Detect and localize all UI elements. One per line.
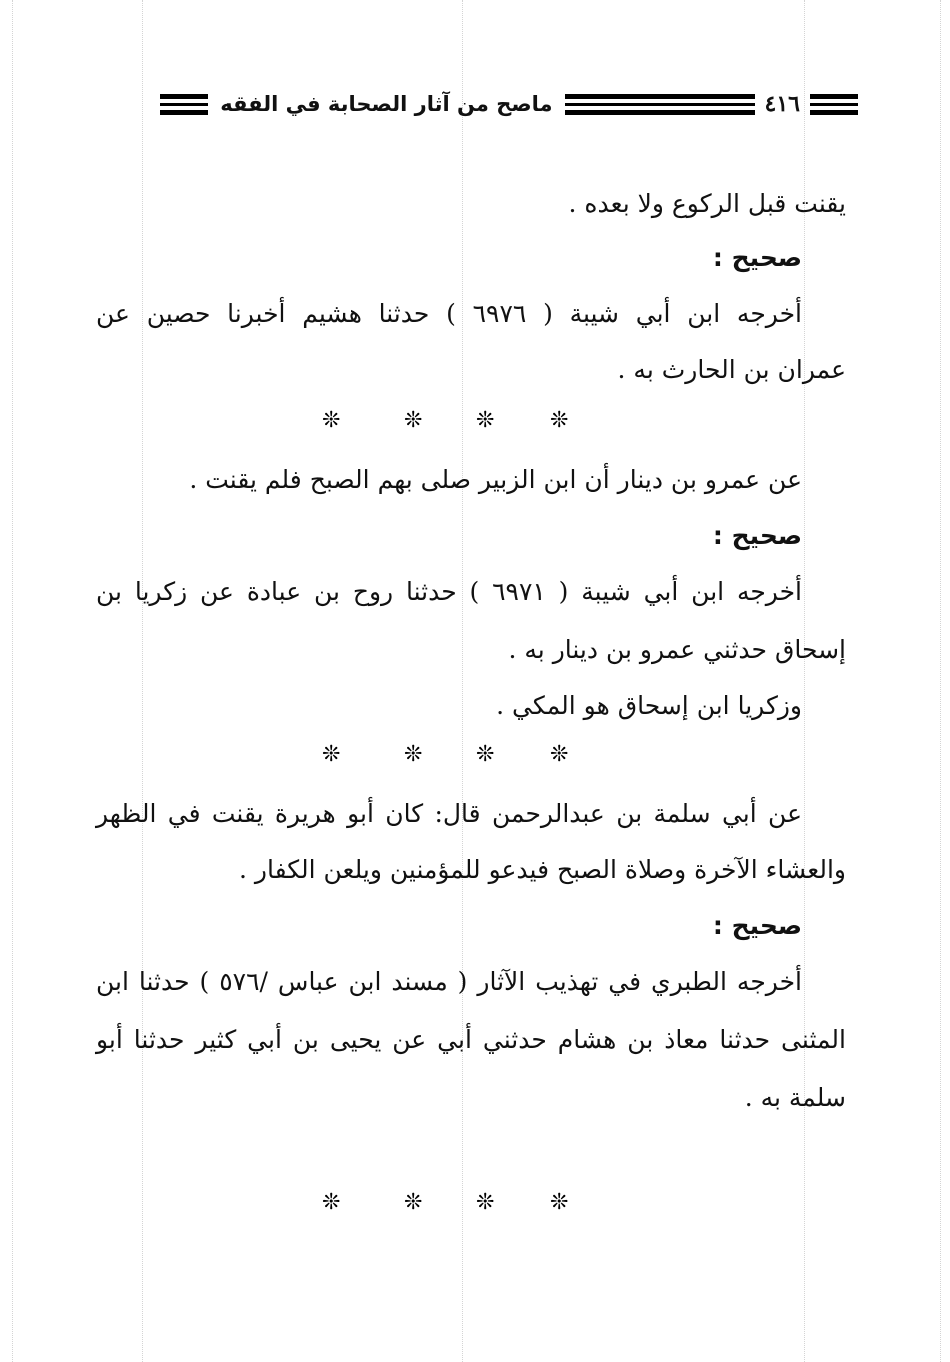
page-number: ٤١٦: [764, 91, 800, 117]
grading-heading: صحيح :: [712, 911, 802, 940]
text-line: عن عمرو بن دينار أن ابن الزبير صلى بهم الصبح فلم يقنت .: [189, 465, 802, 494]
running-title: ماصح من آثار الصحابة في الفقه: [220, 92, 553, 116]
flower-ornament-icon: ❊: [404, 408, 423, 433]
flower-ornament-icon: ❊: [476, 1190, 495, 1215]
source-line: سلمة به .: [744, 1083, 846, 1112]
source-line: أخرجه ابن أبي شيبة ( ٦٩٧١ ) حدثنا روح بن عبادة عن زكريا بن: [96, 577, 802, 606]
section-separator: [0, 406, 950, 436]
section-separator: [0, 740, 950, 770]
flower-ornament-icon: ❊: [322, 742, 341, 767]
flower-ornament-icon: ❊: [322, 408, 341, 433]
source-line: عمران بن الحارث به .: [617, 355, 846, 384]
source-line: أخرجه ابن أبي شيبة ( ٦٩٧٦ ) حدثنا هشيم أخبرنا حصين عن: [96, 299, 802, 328]
text-line: عن أبي سلمة بن عبدالرحمن قال: كان أبو هريرة يقنت في الظهر: [96, 799, 802, 828]
source-line: أخرجه الطبري في تهذيب الآثار ( مسند ابن عباس /٥٧٦ ) حدثنا ابن: [96, 967, 802, 996]
flower-ornament-icon: ❊: [550, 1190, 569, 1215]
source-line: المثنى حدثنا معاذ بن هشام حدثني أبي عن يحيى بن أبي كثير حدثنا أبو: [96, 1025, 846, 1054]
flower-ornament-icon: ❊: [404, 1190, 423, 1215]
note-line: وزكريا ابن إسحاق هو المكي .: [496, 691, 802, 720]
flower-ornament-icon: ❊: [550, 742, 569, 767]
grading-heading: صحيح :: [712, 521, 802, 550]
flower-ornament-icon: ❊: [476, 408, 495, 433]
flower-ornament-icon: ❊: [322, 1190, 341, 1215]
text-line: يقنت قبل الركوع ولا بعده .: [568, 189, 846, 218]
source-line: إسحاق حدثني عمرو بن دينار به .: [508, 635, 846, 664]
text-line: والعشاء الآخرة وصلاة الصبح فيدعو للمؤمنين ويلعن الكفار .: [238, 855, 846, 884]
grading-heading: صحيح :: [712, 243, 802, 272]
flower-ornament-icon: ❊: [476, 742, 495, 767]
flower-ornament-icon: ❊: [550, 408, 569, 433]
section-separator: [0, 1188, 950, 1218]
flower-ornament-icon: ❊: [404, 742, 423, 767]
